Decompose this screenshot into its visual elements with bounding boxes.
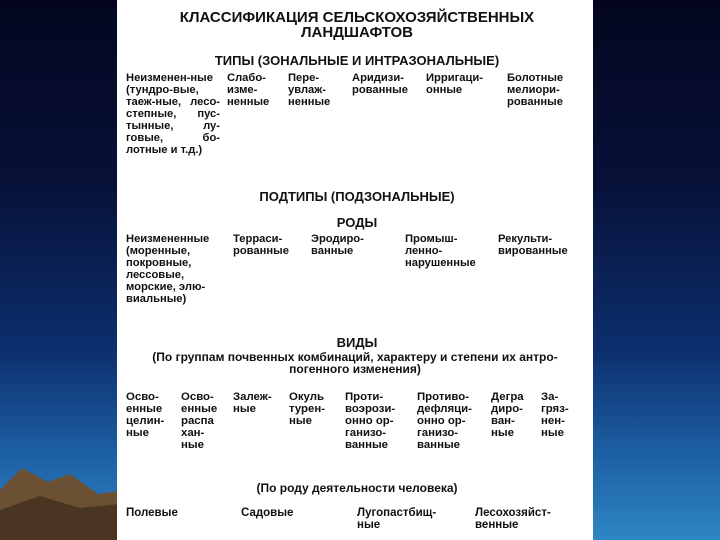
species-item-anti-deflation: Противо-дефляци-онно ор-ганизо-ванные: [417, 391, 472, 451]
species-item-anti-erosion: Проти-воэрози-онно ор-ганизо-ванные: [345, 391, 396, 451]
genera-item-unchanged: Неизмененные (моренные, покровные, лессовые, морские, элю-виальные): [126, 233, 210, 305]
genera-item-eroded: Эродиро-ванные: [311, 233, 364, 257]
activity-item-garden: Садовые: [241, 507, 294, 519]
types-item-aridized: Аридизи-рованные: [352, 72, 408, 96]
types-item-overmoistened: Пере-увлаж-ненные: [288, 72, 331, 108]
species-item-polluted: За-гряз-нен-ные: [541, 391, 569, 439]
types-item-reclaimed-marsh: Болотные мелиори-рованные: [507, 72, 564, 108]
species-item-developed-virgin: Осво-енные целин-ные: [126, 391, 165, 439]
species-item-degraded: Дегра диро-ван-ные: [491, 391, 524, 439]
activity-item-field: Полевые: [126, 507, 178, 519]
subtypes-heading: ПОДТИПЫ (ПОДЗОНАЛЬНЫЕ): [259, 189, 455, 204]
species-item-fallow: Залеж-ные: [233, 391, 272, 415]
species-item-developed-plowed: Осво-енные распа хан-ные: [181, 391, 218, 451]
species-heading: ВИДЫ: [336, 335, 378, 350]
genera-heading: РОДЫ: [336, 215, 378, 230]
page-title: КЛАССИФИКАЦИЯ СЕЛЬСКОХОЗЯЙСТВЕННЫХ ЛАНДШАФТОВ: [179, 9, 535, 41]
activity-item-meadow-pasture: Лугопастбищ-ные: [357, 507, 437, 531]
species-item-cultivated: Окуль турен-ные: [289, 391, 326, 427]
species-subheading: (По группам почвенных комбинаций, характеру и степени их антро-погенного изменения): [152, 350, 558, 376]
genera-item-terraced: Терраси-рованные: [233, 233, 289, 257]
activity-heading: (По роду деятельности человека): [256, 481, 458, 495]
types-item-slightly-changed: Слабо-изме-ненные: [227, 72, 270, 108]
types-item-unchanged: Неизменен-ные (тундро-вые, таеж-ные, лесо-степные, пус-тынные, лу-говые, бо-лотные и т.д.): [126, 72, 220, 156]
types-heading: ТИПЫ (ЗОНАЛЬНЫЕ И ИНТРАЗОНАЛЬНЫЕ): [214, 53, 500, 68]
activity-item-forestry: Лесохозяйст-венные: [475, 507, 551, 531]
document-page: [117, 0, 593, 540]
types-item-irrigated: Ирригаци-онные: [426, 72, 483, 96]
genera-item-industrially-disturbed: Промыш-ленно-нарушенные: [405, 233, 476, 269]
genera-item-recultivated: Рекульти-вированные: [498, 233, 568, 257]
